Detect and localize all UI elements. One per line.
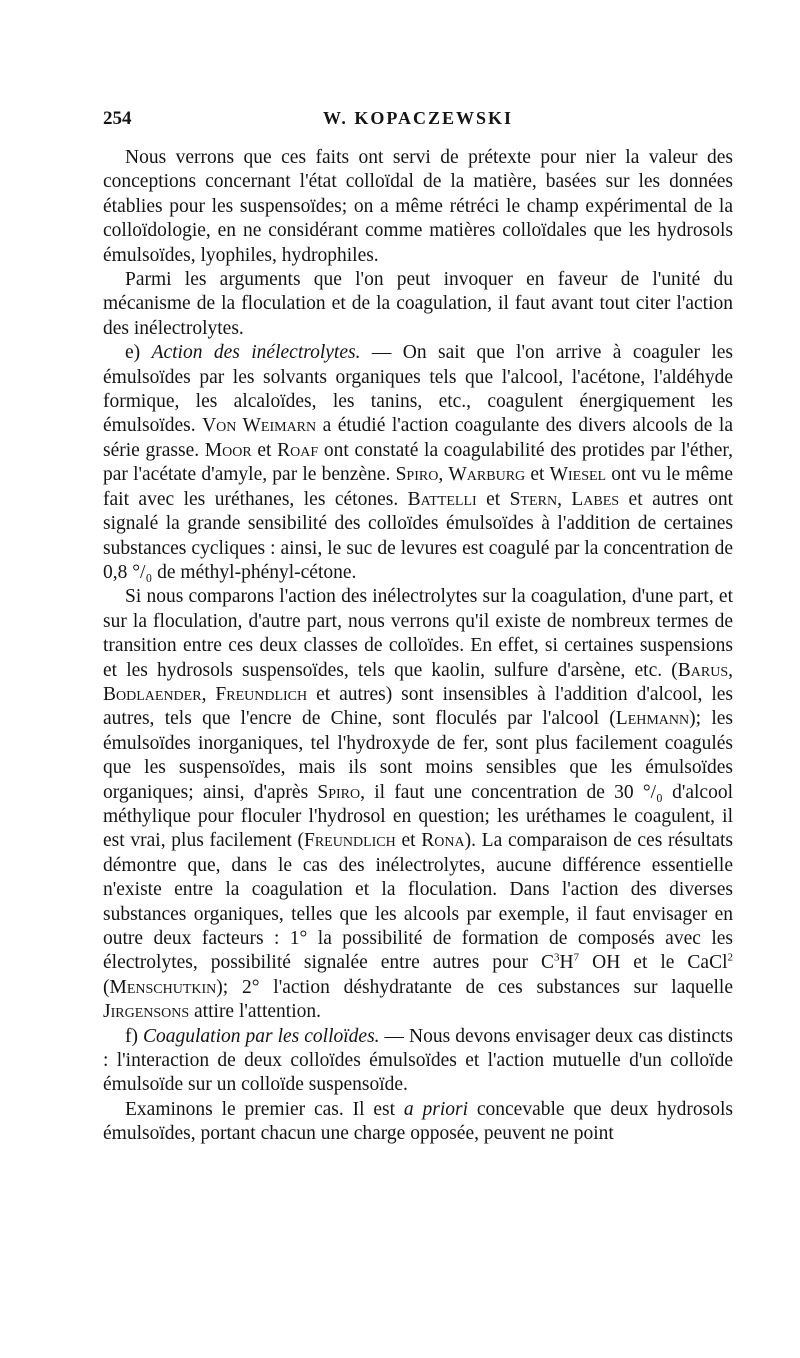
section-label-f: f) bbox=[125, 1025, 143, 1047]
text-run: , bbox=[557, 488, 572, 510]
running-title: W. KOPACZEWSKI bbox=[322, 108, 514, 128]
subscript-formula: 2 bbox=[727, 951, 733, 964]
text-run: ont constaté la coagulabilité des protides par l'éther, par l'acétate d'amyle, par le benzène. bbox=[103, 439, 733, 486]
text-run: , bbox=[201, 683, 216, 705]
text-run: , bbox=[438, 464, 449, 486]
author-name: Jirgensons bbox=[103, 1001, 190, 1023]
author-name: Spiro bbox=[395, 464, 439, 486]
author-name: Lehmann bbox=[615, 708, 690, 730]
author-name: Wiesel bbox=[549, 464, 607, 486]
text-run: ); 2° l'action déshydratante de ces substances sur laquelle bbox=[216, 976, 733, 998]
text-run: attire l'attention. bbox=[189, 1001, 322, 1023]
author-name: Roaf bbox=[277, 439, 319, 461]
text-run: et bbox=[251, 439, 278, 461]
text-run: Examinons le premier cas. Il est bbox=[125, 1098, 404, 1120]
text-run: , bbox=[728, 659, 733, 681]
text-run: concevable que deux hydrosols émulsoïdes, portant chacun une charge opposée, peuvent ne point bbox=[103, 1098, 734, 1145]
text-run: a étudié l'action coagulante des divers alcools de la série grasse. bbox=[103, 415, 734, 461]
text-run: ( bbox=[103, 976, 110, 998]
paragraph-4 bbox=[103, 585, 733, 1024]
body-text bbox=[103, 146, 733, 1147]
text-run: et bbox=[525, 464, 550, 486]
author-name: Rona bbox=[421, 830, 465, 852]
text-run: ont vu le même fait avec les uréthanes, les cétones. bbox=[103, 464, 733, 510]
text-run: et autres ont signalé la grande sensibilité des colloïdes émulsoïdes à l'addition de certaines substances cycliques : ainsi, le suc de levures est coagulé par la concentration de 0,8 °/₀ de méthyl-phényl-cétone. bbox=[103, 488, 733, 583]
latin-phrase: a priori bbox=[403, 1098, 469, 1120]
author-name: Freundlich bbox=[304, 830, 396, 852]
text-run: et bbox=[395, 830, 422, 852]
paragraph-5 bbox=[103, 1025, 733, 1098]
text-run: et bbox=[476, 488, 510, 510]
author-name: Bodlaender bbox=[103, 683, 202, 705]
text-run: Si nous comparons l'action des inélectrolytes sur la coagulation, d'une part, et sur la floculation, d'autre part, nous verrons qu'il existe de nombreux termes de transition entre ces deux classes de colloïdes. En effet, si certaines suspensions et les hydrosols suspensoïdes, tels que kaolin, sulfure d'arsène, etc. ( bbox=[103, 586, 733, 681]
text-run: ); les émulsoïdes inorganiques, tel l'hydroxyde de fer, sont plus facilement coagulés que les suspensoïdes, mais ils sont moins sensibles que les émulsoïdes organiques; ainsi, d'après bbox=[103, 708, 734, 803]
text-run: H bbox=[559, 952, 574, 974]
section-heading-e: Action des inélectrolytes. bbox=[151, 342, 361, 364]
paragraph-2: Parmi les arguments que l'on peut invoquer en faveur de l'unité du mécanisme de la floculation et de la coagulation, il faut avant tout citer l'action des inélectrolytes. bbox=[103, 269, 733, 339]
text-run: et autres) sont insensibles à l'addition d'alcool, les autres, tels que l'encre de Chine, sont floculés par l'alcool ( bbox=[103, 683, 734, 730]
text-run: ). La comparaison de ces résultats démontre que, dans le cas des inélectrolytes, aucune différence essentielle n'existe entre la coagulation et la floculation. Dans l'action des diverses substances organiques, telles que les alcools par exemple, il faut envisager en outre deux facteurs : 1° la possibilité de formation de composés avec les électrolytes, possibilité signalée entre autres pour C bbox=[103, 830, 733, 974]
text-run: — Nous devons envisager deux cas distincts : l'interaction de deux colloïdes émulsoïdes et l'action mutuelle d'un colloïde émulsoïde sur un colloïde suspensoïde. bbox=[103, 1025, 733, 1096]
section-label-e: e) bbox=[125, 342, 152, 364]
subscript-formula: 7 bbox=[573, 951, 580, 964]
author-name: Battelli bbox=[407, 488, 477, 510]
author-name: Freundlich bbox=[215, 683, 308, 705]
paragraph-6 bbox=[103, 1098, 733, 1147]
author-name: Moor bbox=[204, 439, 252, 461]
text-run: OH et le CaCl bbox=[579, 952, 728, 974]
author-name: Stern bbox=[509, 488, 558, 510]
paragraph-1: Nous verrons que ces faits ont servi de prétexte pour nier la valeur des conceptions concernant l'état colloïdal de la matière, basées sur les données établies pour les suspensoïdes; on a même rétréci le champ expérimental de la colloïdologie, en ne considérant comme matières colloïdales que les hydrosols émulsoïdes, lyophiles, hydrophiles. bbox=[103, 147, 733, 266]
author-name: Labes bbox=[571, 488, 620, 510]
text-run: , il faut une concentration de 30 °/₀ d'alcool méthylique pour floculer l'hydrosol en question; les uréthames le coagulent, il est vrai, plus facilement ( bbox=[103, 781, 733, 852]
author-name: Spiro bbox=[317, 781, 361, 803]
page-header bbox=[103, 108, 733, 134]
section-heading-f: Coagulation par les colloïdes. bbox=[143, 1025, 380, 1047]
author-name: Menschutkin bbox=[109, 976, 217, 998]
author-name: Von Weimarn bbox=[202, 415, 317, 437]
author-name: Warburg bbox=[448, 464, 526, 486]
page-number: 254 bbox=[103, 108, 132, 129]
text-run: — On sait que l'on arrive à coaguler les émulsoïdes par les solvants organiques tels que l'alcool, l'acétone, l'aldéhyde formique, les alcaloïdes, les tanins, etc., coagulent énergiquement les émulsoïdes. bbox=[103, 342, 734, 437]
subscript-formula: 3 bbox=[554, 951, 560, 964]
paragraph-3 bbox=[103, 341, 733, 585]
author-name: Barus bbox=[677, 659, 729, 681]
